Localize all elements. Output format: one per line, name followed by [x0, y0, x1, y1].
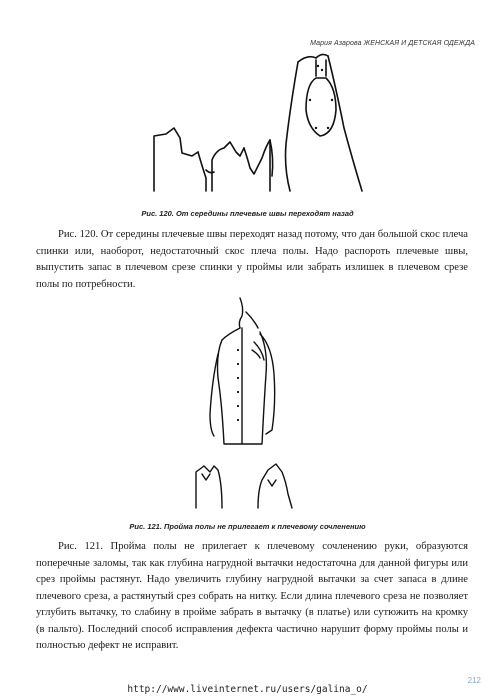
running-head: Мария Азарова ЖЕНСКАЯ И ДЕТСКАЯ ОДЕЖДА	[310, 40, 475, 47]
figure-121-caption: Рис. 121. Пройма полы не прилегает к плечевому сочленению	[129, 522, 366, 531]
page-number: 212	[467, 676, 481, 685]
figure-120-illustration	[140, 48, 370, 198]
paragraph-1-text: Рис. 120. От середины плечевые швы переходят назад потому, что дан большой скос плеча спинки или, наоборот, недостаточный скос плеча полы. Надо распороть плечевые швы, выпустить запас в плечевом срезе спинки у проймы или забрать излишек в плечевом срезе полы по потребности.	[36, 229, 468, 290]
paragraph-2	[36, 539, 468, 655]
paragraph-2-text: Рис. 121. Пройма полы не прилегает к плечевому сочленению руки, образуются поперечные заломы, так как глубина нагрудной вытачки недостаточна для данной фигуры или срез проймы растянут. Надо увеличить глубину нагрудной вытачки за счет запаса в длине плечевого среза, а растянутый срез собрать на нитку. Если длина плечевого среза не позволяет углубить вытачку, то слабину в пройме забрать в вытачку (в платье) или сутюжить на кромку (в пальто). Последний способ исправления дефекта частично нарушит форму проймы полы и полностью дефект не исправит.	[36, 541, 468, 651]
figure-121-illustration	[188, 294, 308, 516]
figure-120-caption: Рис. 120. От середины плечевые швы переходят назад	[141, 209, 354, 218]
source-url: http://www.liveinternet.ru/users/galina_o/	[127, 684, 368, 695]
paragraph-1	[36, 227, 468, 293]
